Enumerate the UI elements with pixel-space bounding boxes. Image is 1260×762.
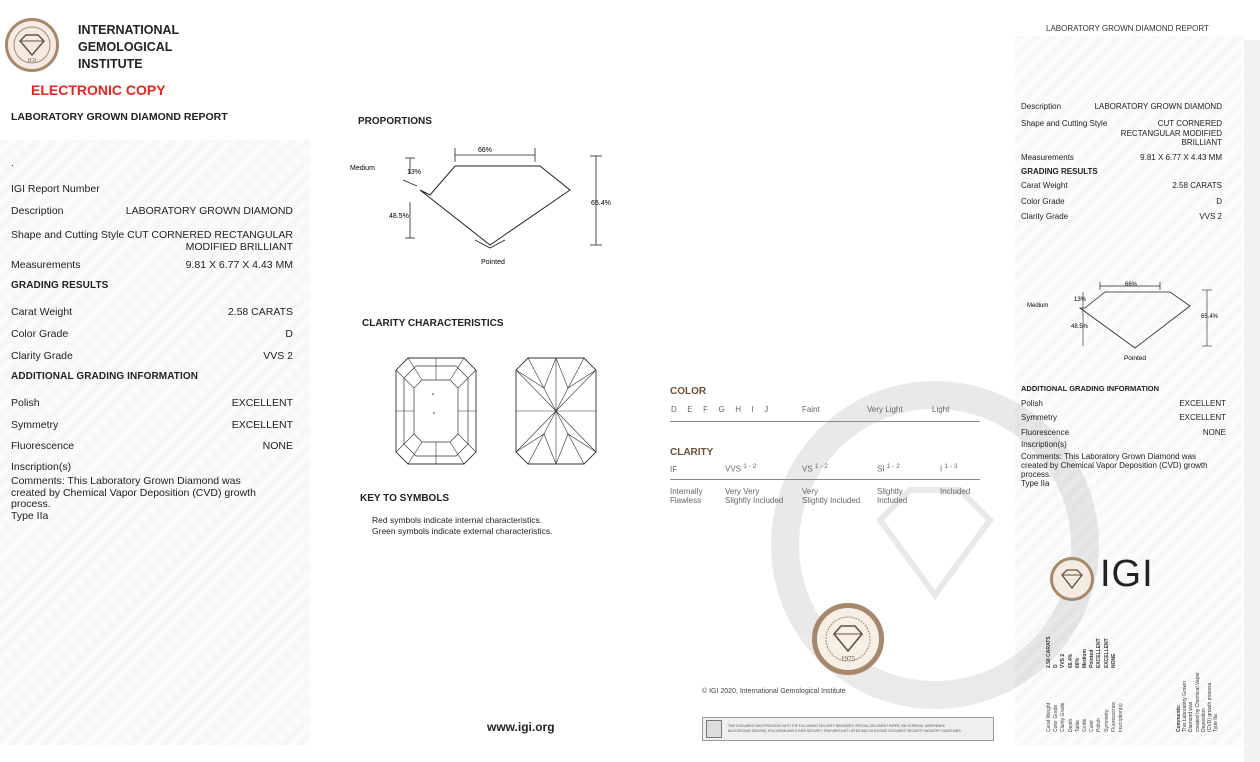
report-dot: .: [11, 158, 14, 169]
stub-value: 2.58 CARATS: [1046, 636, 1052, 668]
report-number-label: IGI Report Number: [11, 183, 100, 195]
grading-results-heading: GRADING RESULTS: [11, 280, 109, 291]
measurements-row: [11, 259, 293, 271]
r-measurements-label: Measurements: [1021, 153, 1074, 162]
security-text-line-1: THIS DOCUMENT WAS PRODUCED WITH THE FOLLOWING SECURITY MEASURES: SPECIAL DOCUMENT PAPER, INK SCREENS, WATERMARK: [728, 724, 945, 728]
r-prop-pavilion: 48.5%: [1071, 324, 1089, 330]
r-carat-label: Carat Weight: [1021, 181, 1068, 190]
r-fluorescence-value: NONE: [1202, 428, 1226, 437]
stub-label: Clarity Grade: [1060, 702, 1067, 732]
clarity-label: Clarity Grade: [11, 350, 73, 362]
stub-label: Depth: [1067, 718, 1074, 732]
clarity-desc-vvs-2: Slightly Included: [725, 496, 784, 505]
clarity-grade-si: [877, 463, 900, 474]
org-line-3: INSTITUTE: [78, 57, 143, 71]
stub-value: [1118, 636, 1125, 668]
r-carat-row: [1021, 181, 1222, 190]
clarity-grade-vvs-sup: 1 - 2: [743, 463, 757, 470]
stub-label: Fluorescence: [1110, 701, 1117, 732]
stub-label: Polish: [1096, 718, 1103, 732]
r-fluorescence-row: [1021, 428, 1226, 437]
r-prop-girdle: Medium: [1027, 303, 1049, 309]
stub-label: Culet: [1089, 720, 1096, 732]
clarity-desc-vs-1: Very: [802, 487, 819, 496]
color-grade-d: D: [671, 405, 677, 414]
prop-crown-text: 13%: [407, 169, 422, 176]
symmetry-label: Symmetry: [11, 419, 59, 431]
r-comments-block: [1021, 452, 1208, 488]
key-to-symbols-text: [372, 515, 552, 537]
stub-label: Carat Weight: [1046, 702, 1052, 732]
stub-value: VVS 2: [1060, 653, 1067, 668]
r-inscriptions-label: Inscription(s): [1021, 440, 1067, 449]
prop-table-text: 66%: [477, 147, 493, 154]
prop-depth-text: 65.4%: [591, 200, 611, 207]
r-comments-1: Comments: This Laboratory Grown Diamond was: [1021, 452, 1197, 461]
clarity-value: VVS 2: [263, 350, 293, 362]
clarity-desc-if-1: Internally: [670, 487, 703, 496]
r-prop-depth: 65.4%: [1201, 314, 1219, 320]
clarity-desc-si-2: Included: [877, 496, 908, 505]
proportions-diagram: [345, 140, 611, 270]
description-row: [11, 205, 293, 217]
org-line-1: INTERNATIONAL: [78, 23, 180, 37]
color-light-label: Light: [932, 405, 950, 414]
security-text-line-2: BACKGROUND DESIGNS, HOLOGRAM AND OTHER SECURITY FEATURES NOT LISTED AND DO EXCEED DOCUMENT SECURITY INDUSTRY GUIDELINES.: [728, 729, 962, 733]
inscriptions-label: Inscription(s): [11, 461, 72, 473]
comments-line-1: Comments: This Laboratory Grown Diamond was: [11, 475, 241, 487]
comments-line-3: process.: [11, 498, 51, 510]
stub-value: Medium: [1082, 649, 1089, 668]
color-label: Color Grade: [11, 328, 69, 340]
stub-label: Color Grade: [1053, 704, 1060, 732]
document-icon: [706, 720, 722, 738]
carat-label: Carat Weight: [11, 306, 73, 318]
r-additional-info-heading: ADDITIONAL GRADING INFORMATION: [1021, 384, 1160, 393]
clarity-desc-i-1: Included: [940, 487, 971, 496]
r-shape-value-3: BRILLIANT: [1181, 138, 1222, 147]
key-line-green: Green symbols indicate external characteristics.: [372, 526, 553, 536]
r-prop-crown: 13%: [1074, 297, 1087, 303]
copyright-text: © IGI 2020, International Gemological Institute: [702, 688, 846, 695]
seal-year: 1975: [841, 655, 855, 663]
r-description-label: Description: [1021, 102, 1062, 111]
clarity-desc-if: [670, 487, 702, 505]
r-shape-label: Shape and Cutting Style: [1021, 119, 1108, 128]
website-link[interactable]: www.igi.org: [487, 720, 555, 734]
shape-value: [127, 229, 293, 253]
clarity-desc-vs: [802, 487, 860, 505]
clarity-grade-if: IF: [670, 465, 678, 474]
carat-value: 2.58 CARATS: [227, 306, 293, 318]
stub-comments-1: This Laboratory Grown Diamond was: [1182, 681, 1195, 732]
stub-comments: [1176, 668, 1219, 732]
prop-girdle-text: Medium: [350, 165, 375, 172]
clarity-grade-si-sup: 1 - 2: [886, 463, 900, 470]
clarity-characteristics-title: CLARITY CHARACTERISTICS: [362, 318, 504, 329]
clarity-grade-vs: [802, 463, 828, 474]
r-grading-results-heading: GRADING RESULTS: [1021, 167, 1098, 176]
svg-text:IGI: IGI: [27, 58, 37, 64]
polish-row: [11, 397, 293, 409]
r-clarity-value: VVS 2: [1199, 212, 1222, 221]
r-color-row: [1021, 197, 1222, 206]
r-measurements-value: 9.81 X 6.77 X 4.43 MM: [1140, 153, 1222, 162]
color-grade-j: J: [764, 405, 769, 414]
r-carat-value: 2.58 CARATS: [1172, 181, 1222, 190]
clarity-desc-i: [940, 487, 970, 496]
r-igi-seal-icon: [1050, 557, 1094, 601]
r-measurements-row: [1021, 153, 1222, 162]
r-comments-2: created by Chemical Vapor Deposition (CVD) growth: [1021, 461, 1208, 470]
stub-labels: [1046, 702, 1125, 732]
stub-value: Pointed: [1089, 649, 1096, 668]
prop-pavilion-text: 48.5%: [389, 213, 409, 220]
r-clarity-row: [1021, 212, 1222, 221]
shape-value-line-2: MODIFIED BRILLIANT: [185, 241, 293, 253]
fluorescence-value: NONE: [262, 440, 293, 452]
clarity-desc-vvs: [725, 487, 783, 505]
measurements-label: Measurements: [11, 259, 81, 271]
r-polish-label: Polish: [1021, 399, 1043, 408]
r-color-value: D: [1216, 197, 1222, 206]
polish-label: Polish: [11, 397, 40, 409]
stub-value: D: [1053, 664, 1060, 668]
stub-label: Symmetry: [1103, 709, 1110, 732]
clarity-scale-divider: [670, 479, 980, 480]
stub-section: [1040, 628, 1240, 738]
clarity-grade-vs-sup: 1 - 2: [814, 463, 828, 470]
r-shape-value-2: RECTANGULAR MODIFIED: [1120, 128, 1222, 138]
key-to-symbols-title: KEY TO SYMBOLS: [360, 493, 450, 504]
org-name: [78, 22, 179, 73]
polish-value: EXCELLENT: [231, 397, 293, 409]
stub-comments-title: Comments:: [1176, 704, 1182, 732]
page-edge-shadow: [1244, 40, 1260, 762]
r-igi-wordmark: IGI: [1100, 553, 1154, 595]
clarity-plot-pavilion: [516, 358, 596, 464]
r-description-row: [1021, 102, 1222, 111]
clarity-desc-vvs-1: Very Very: [725, 487, 760, 496]
stub-rotated-text: [1040, 628, 1240, 738]
right-report-title: LABORATORY GROWN DIAMOND REPORT: [1046, 24, 1209, 33]
color-row: [11, 328, 293, 340]
clarity-desc-if-2: Flawless: [670, 496, 702, 505]
stub-label: Inscription(s): [1118, 703, 1125, 732]
stub-value: 65.4%: [1067, 653, 1074, 668]
additional-info-heading: ADDITIONAL GRADING INFORMATION: [11, 371, 199, 382]
color-grade-g: G: [718, 405, 725, 414]
igi-center-seal: [812, 603, 884, 675]
comments-line-4: Type IIa: [11, 509, 49, 522]
r-proportions-diagram: [1025, 278, 1225, 368]
clarity-grade-vvs: [725, 463, 756, 474]
comments-block: [11, 476, 256, 522]
shape-row: [11, 229, 293, 253]
r-prop-culet: Pointed: [1123, 355, 1147, 362]
security-box: [702, 717, 994, 741]
stub-label: Girdle: [1082, 718, 1089, 732]
comments-line-2: created by Chemical Vapor Deposition (CVD) growth: [11, 486, 256, 499]
clarity-plot-crown: [396, 358, 476, 464]
igi-seal-logo: [5, 18, 59, 72]
clarity-desc-si: [877, 487, 907, 505]
r-description-value: LABORATORY GROWN DIAMOND: [1094, 102, 1222, 111]
clarity-grade-si-text: SI: [877, 464, 885, 474]
color-scale-title: COLOR: [670, 386, 707, 397]
color-grade-e: E: [687, 405, 693, 414]
fluorescence-label: Fluorescence: [11, 440, 75, 452]
clarity-desc-vs-2: Slightly Included: [802, 496, 861, 505]
r-prop-table: 66%: [1124, 282, 1138, 288]
color-very-light-label: Very Light: [867, 405, 903, 414]
measurements-value: 9.81 X 6.77 X 4.43 MM: [185, 259, 293, 271]
r-shape-row: [1021, 119, 1222, 148]
color-value: D: [285, 328, 293, 340]
report-title: LABORATORY GROWN DIAMOND REPORT: [11, 111, 228, 123]
color-scale-grades: [671, 405, 768, 414]
r-polish-row: [1021, 399, 1226, 408]
clarity-row: [11, 350, 293, 362]
prop-culet-text: Pointed: [481, 259, 505, 266]
stub-values: [1046, 636, 1125, 668]
r-polish-value: EXCELLENT: [1179, 399, 1226, 408]
symmetry-value: EXCELLENT: [231, 419, 293, 431]
r-shape-value: [1121, 119, 1222, 148]
fluorescence-row: [11, 440, 293, 452]
color-faint-label: Faint: [802, 405, 820, 414]
shape-label: Shape and Cutting Style: [11, 229, 125, 241]
proportions-title: PROPORTIONS: [358, 116, 432, 127]
clarity-grade-vvs-text: VVS: [725, 464, 742, 474]
key-line-red: Red symbols indicate internal characteristics.: [372, 515, 543, 525]
r-fluorescence-label: Fluorescence: [1021, 428, 1070, 437]
stub-value: EXCELLENT: [1103, 638, 1110, 668]
carat-row: [11, 306, 293, 318]
stub-label: Table: [1074, 720, 1081, 732]
r-shape-value-1: CUT CORNERED: [1157, 119, 1222, 128]
r-comments-4: Type IIa: [1021, 479, 1050, 488]
clarity-scale-title: CLARITY: [670, 447, 714, 458]
r-color-label: Color Grade: [1021, 197, 1065, 206]
color-grade-f: F: [703, 405, 709, 414]
clarity-grade-i-text: I: [940, 464, 943, 474]
description-label: Description: [11, 205, 64, 217]
stub-comments-3: (CVD) growth process.: [1207, 681, 1214, 732]
security-text: [728, 724, 962, 734]
stub-comments-4: Type IIa: [1213, 714, 1220, 732]
clarity-grade-i: [940, 463, 957, 474]
org-line-2: GEMOLOGICAL: [78, 40, 173, 54]
symmetry-row: [11, 419, 293, 431]
stub-value: 66%: [1074, 657, 1081, 668]
r-clarity-label: Clarity Grade: [1021, 212, 1069, 221]
stub-value: EXCELLENT: [1096, 638, 1103, 668]
color-grade-h: H: [735, 405, 742, 414]
clarity-desc-si-1: Slightly: [877, 487, 903, 496]
clarity-grade-i-sup: 1 - 3: [944, 463, 958, 470]
description-value: LABORATORY GROWN DIAMOND: [125, 205, 293, 217]
r-symmetry-label: Symmetry: [1021, 413, 1057, 422]
clarity-grade-vs-text: VS: [802, 464, 813, 474]
color-scale-divider: [670, 421, 980, 422]
stub-comments-2: created by Chemical Vapor Deposition: [1194, 672, 1207, 732]
color-grade-i: I: [751, 405, 754, 414]
r-comments-3: process.: [1021, 470, 1052, 479]
stub-value: NONE: [1110, 653, 1117, 668]
r-symmetry-row: [1021, 413, 1226, 422]
r-symmetry-value: EXCELLENT: [1179, 413, 1226, 422]
electronic-copy-label: ELECTRONIC COPY: [31, 82, 166, 98]
shape-value-line-1: CUT CORNERED RECTANGULAR: [127, 229, 293, 241]
